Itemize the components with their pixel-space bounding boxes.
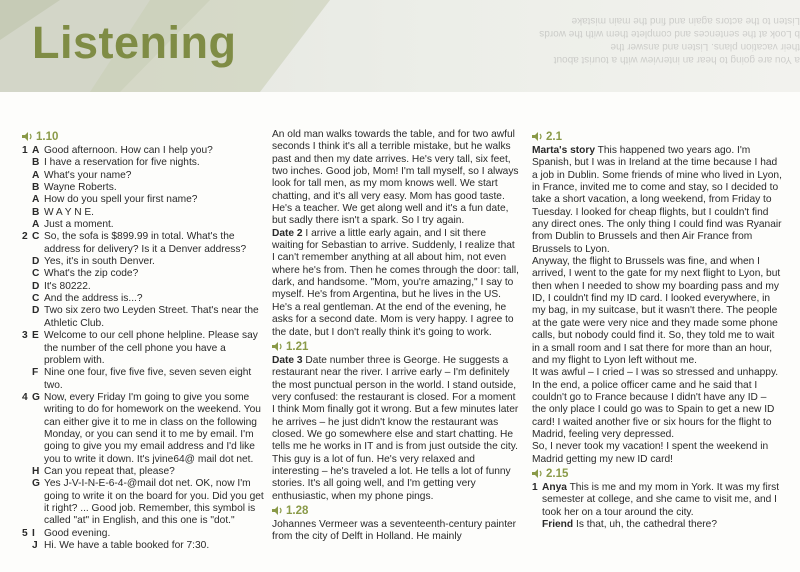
- item-number: [22, 540, 32, 552]
- speaker-letter: E: [32, 330, 39, 342]
- track-label[interactable]: [272, 340, 520, 354]
- track-number: 1.21: [286, 340, 309, 353]
- paragraph: It was awful – I cried – I was so stressed and unhappy. In the end, a police officer came and he said that I couldn't go to France because I didn't have any ID – the only place I could go was to Spain to get a new ID card! I waited another five or six hours for the flight to Madrid, feeling very depressed.: [532, 367, 779, 440]
- speaker-letter: B: [32, 157, 40, 169]
- item-number: [22, 305, 32, 330]
- speaker-icon: [22, 132, 33, 141]
- paragraph: Anyway, the flight to Brussels was fine, and when I arrived, I went to the gate for my next flight to Lyon, but then when I needed to show my boarding pass and my ID, I couldn't find my ID card. I looked everywhere, in my bag, in my suitcase, but it wasn't there. The people at the gate were very nice and they made some phone calls, but nobody could find it. So, they told me to wait in a small room and I sat there for more than an hour, and my flight to Lyon left without me.: [532, 256, 781, 366]
- item-number: [22, 157, 32, 169]
- track-label[interactable]: [532, 467, 782, 481]
- item-number: 3: [22, 330, 28, 342]
- speech: Can you repeat that, please?: [44, 465, 175, 477]
- speaker-letter: H: [32, 465, 40, 477]
- item-number: 1: [22, 145, 28, 156]
- story-text: This happened two years ago. I'm Spanish, but I was in Ireland at the time because I had a job in Dublin. Some friends of mine who lived in Lyon, in France, invited me to come and stay, so I decided to take a short vacation, a long weekend, from Friday to Tuesday. I looked for cheap flights, but I couldn't find any direct ones. The only thing I could find was Ryanair from Dublin to Brussels and then Air France from Brussels to Lyon.: [532, 145, 782, 255]
- speech: Good evening.: [44, 527, 111, 539]
- mirrored-line: Listen to the actors again and find the main mistake: [571, 15, 800, 26]
- speaker-letter: I: [32, 527, 35, 539]
- speaker-letter: D: [32, 256, 40, 268]
- dialogue-line: [22, 540, 265, 552]
- track-number: 2.15: [546, 467, 569, 480]
- speaker-letter: D: [32, 280, 40, 292]
- item-number: [22, 367, 32, 392]
- item-number: [22, 170, 32, 182]
- dialogue-line: [22, 281, 265, 293]
- item-number: [22, 281, 32, 293]
- speaker-letter: B: [32, 206, 40, 218]
- speech: Two six zero two Leyden Street. That's near the Athletic Club.: [44, 305, 259, 329]
- speech: Now, every Friday I'm going to give you some writing to do for homework on the weekend. You can either give it to me in class on the following Monday, or you can send it to me by email. I'm going to give you my email address and I'd like you to write it down. It's jvine64@ mail dot net.: [44, 391, 261, 465]
- dialogue-line: [22, 268, 265, 280]
- speaker-letter: D: [32, 305, 40, 317]
- date-text: Date number three is George. He suggests a restaurant near the river. I arrive early – I'm definitely the most punctual person in the world. I stand outside, very confused: the restaurant is closed. For a moment I think Mom finally got it wrong. But a few minutes later he arrives – he just didn't know the restaurant was closed. We go somewhere else and start chatting. He tells me he works in IT and is from just outside the city. This guy is a lot of fun. He's very relaxed and interesting – he's traveled a lot. He tells a lot of funny stories. It's all going well, and I'm getting very enthusiastic, when my phone pings.: [272, 354, 519, 502]
- speech: How do you spell your first name?: [44, 194, 198, 206]
- dialogue-line: [22, 528, 265, 540]
- speaker-letter: A: [32, 145, 40, 156]
- paragraph: Johannes Vermeer was a seventeenth-century painter from the city of Delft in Holland. He mainly: [272, 518, 517, 543]
- speech: Yes J-V-I-N-E-6-4-@mail dot net. OK, now I'm going to write it on the board for you. Did you get it right? ... Good job. Remember, this symbol is called "at" in English, and this one is "dot.": [44, 478, 264, 527]
- speech: What's the zip code?: [44, 268, 139, 280]
- dialogue-line: [532, 482, 782, 519]
- item-number: [22, 478, 32, 527]
- date-label: Date 3: [272, 354, 303, 366]
- track-label[interactable]: [272, 504, 520, 518]
- track-number: 1.28: [286, 504, 309, 517]
- item-number: [22, 194, 32, 206]
- speech: Yes, it's in south Denver.: [44, 256, 155, 268]
- dialogue-line: [22, 466, 265, 478]
- item-number: [22, 268, 32, 280]
- paragraph-date2: [272, 228, 520, 339]
- story-paragraph: [532, 145, 782, 256]
- page-title: Listening: [32, 17, 237, 68]
- date-text: I arrive a little early again, and I sit there waiting for Sebastian to arrive. Suddenly, I realize that I can't remember anything at all about him, not even where he's from. Then he comes through the door: tall, dark, and handsome. "Mom, you're amazing," I say to myself. He's from Argentina, but he lives in the US. He's a real gentleman. At the end of the evening, he asks for a second date. Mom is very happy. I agree to the date, but I don't really think it's going to work.: [272, 227, 519, 338]
- speaker-name: Anya: [542, 481, 567, 493]
- speech: Is that, uh, the cathedral there?: [575, 518, 718, 530]
- item-number: [22, 219, 32, 231]
- track-label[interactable]: [22, 130, 265, 144]
- dialogue-text: [542, 519, 782, 531]
- paragraph: So, I never took my vacation! I spent the weekend in Madrid getting my new ID card!: [532, 441, 769, 465]
- speech: So, the sofa is $899.99 in total. What's the address for delivery? Is it a Denver address?: [44, 231, 247, 255]
- speaker-letter: B: [32, 182, 40, 194]
- speaker-letter: F: [32, 367, 39, 379]
- speaker-name: Friend: [542, 518, 574, 530]
- dialogue-line: [532, 519, 782, 531]
- dialogue-line: [22, 256, 265, 268]
- dialogue-line: [22, 392, 265, 466]
- item-number: 4: [22, 391, 28, 403]
- item-number: [22, 466, 32, 478]
- track-label[interactable]: [532, 130, 782, 144]
- track-number: 2.1: [546, 131, 562, 143]
- dialogue-line: [22, 330, 265, 367]
- transcript-column-1: [22, 129, 265, 552]
- item-number: [22, 182, 32, 194]
- speaker-letter: C: [32, 231, 40, 243]
- dialogue-line: [22, 145, 265, 157]
- speaker-icon: [272, 506, 283, 515]
- transcript-column-2: [272, 129, 520, 544]
- mirrored-line: a You are going to hear an interview with a tourist about: [553, 54, 800, 65]
- paragraph-date3: [272, 355, 520, 503]
- item-number: [22, 256, 32, 268]
- dialogue-text: [542, 482, 782, 519]
- speech: W A Y N E.: [44, 206, 95, 218]
- speech: It's 80222.: [44, 280, 91, 292]
- speech: I have a reservation for five nights.: [44, 157, 200, 169]
- speech: Just a moment.: [44, 219, 114, 231]
- mirrored-bleed-text: [330, 14, 800, 66]
- header-banner: [0, 0, 800, 92]
- speaker-letter: A: [32, 169, 40, 181]
- speech: And the address is...?: [44, 293, 143, 305]
- item-number: [22, 293, 32, 305]
- paragraph: An old man walks towards the table, and for two awful seconds I think it's all a terrible mistake, but he walks past and then my date arrives. He's very tall, six feet, two inches. Good job, Mom! I'm tall myself, so I always look for tall men, as my mom knows well. We start chatting, and it's all very easy. Mom has good taste. He's a teacher. We get along well and it's a fun date, but sadly there isn't a spark. So I try again.: [272, 129, 519, 227]
- dialogue-line: [22, 305, 265, 330]
- dialogue-list: [22, 145, 265, 552]
- speaker-letter: G: [32, 478, 40, 490]
- speech: Good afternoon. How can I help you?: [44, 145, 213, 156]
- speech: Hi. We have a table booked for 7:30.: [44, 540, 210, 551]
- speaker-letter: C: [32, 268, 40, 280]
- dialogue-line: [22, 207, 265, 219]
- mirrored-line: their vacation plans. Listen and answer the: [610, 41, 800, 52]
- item-number: 2: [22, 231, 28, 243]
- item-number: [22, 207, 32, 219]
- dialogue-line: [22, 194, 265, 206]
- speaker-icon: [532, 469, 543, 478]
- track-number: 1.10: [36, 131, 59, 143]
- mirrored-line: b Look at the sentences and complete them with the words: [539, 28, 800, 39]
- speaker-icon: [532, 132, 543, 141]
- speaker-icon: [272, 342, 283, 351]
- dialogue-line: [22, 170, 265, 182]
- speaker-letter: J: [32, 540, 38, 551]
- date-label: Date 2: [272, 227, 303, 239]
- speech: Welcome to our cell phone helpline. Please say the number of the cell phone you have a problem with.: [44, 330, 258, 366]
- dialogue-line: [22, 219, 265, 231]
- speaker-letter: G: [32, 391, 40, 403]
- item-number: 5: [22, 527, 28, 539]
- item-number-empty: [532, 519, 542, 531]
- speech: Nine one four, five five five, seven seven eight two.: [44, 367, 252, 391]
- transcript-column-3: [532, 129, 782, 531]
- speaker-letter: C: [32, 293, 40, 305]
- speaker-letter: A: [32, 194, 40, 206]
- dialogue-line: [22, 231, 265, 256]
- speech: What's your name?: [44, 169, 132, 181]
- speaker-letter: A: [32, 219, 40, 231]
- item-number: 1: [532, 481, 538, 493]
- dialogue-line: [22, 293, 265, 305]
- story-label: Marta's story: [532, 145, 596, 156]
- dialogue-line: [22, 182, 265, 194]
- dialogue-line: [22, 367, 265, 392]
- speech: This is me and my mom in York. It was my first semester at college, and she came to visit me, and I took her on a tour around the city.: [542, 481, 780, 518]
- dialogue-line: [22, 157, 265, 169]
- speech: Wayne Roberts.: [44, 182, 117, 194]
- dialogue-line: [22, 478, 265, 527]
